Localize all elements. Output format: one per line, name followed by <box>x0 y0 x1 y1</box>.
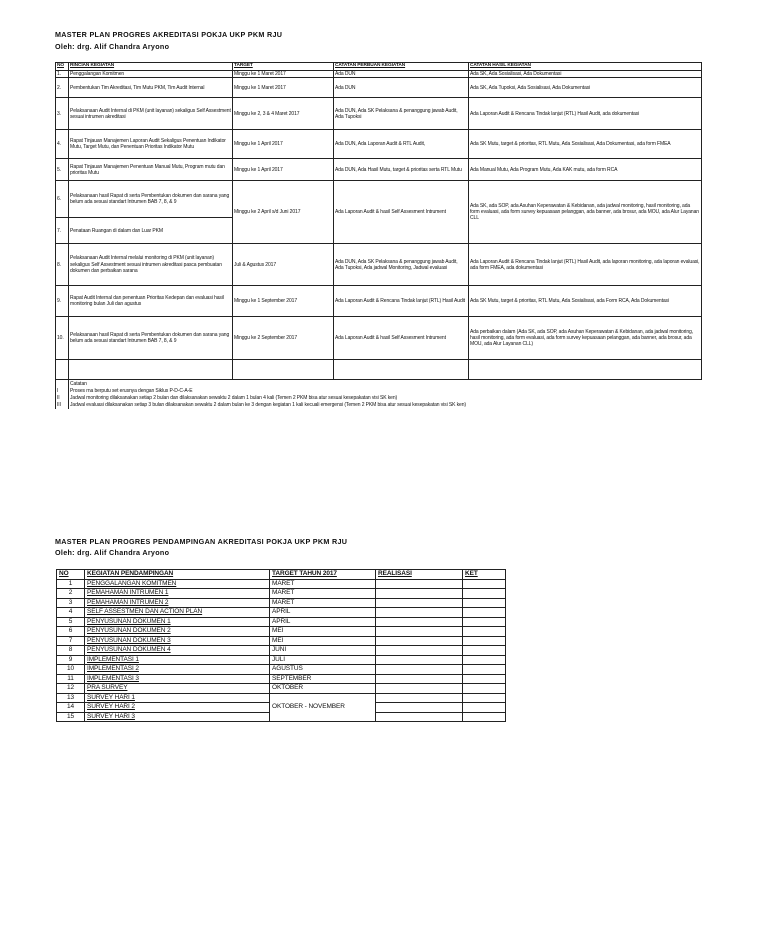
row-kegiatan: SURVEY HARI 2 <box>85 703 270 713</box>
row-kegiatan: IMPLEMENTASI 3 <box>85 674 270 684</box>
table-row <box>56 98 702 130</box>
row-no: 15 <box>57 712 85 722</box>
row-hasil: Ada SK, Ada Tupoksi, Ada Sosialisasi, Ada Dokumentasi <box>469 78 702 98</box>
progress-table <box>55 62 702 409</box>
table-row <box>57 579 506 589</box>
table-row <box>56 286 702 317</box>
row-kegiatan: PENYUSUNAN DOKUMEN 2 <box>85 627 270 637</box>
row-target: Minggu ke 1 April 2017 <box>233 159 334 181</box>
doc1-title: MASTER PLAN PROGRES AKREDITASI POKJA UKP PKM RJU <box>55 30 283 39</box>
row-no: 7 <box>57 636 85 646</box>
table-row <box>56 244 702 286</box>
row-kegiatan: Penataan Ruangan di dalam dan Luar PKM <box>69 218 233 244</box>
row-catatan: Ada DUN, Ada SK Pelaksana & penanggung jawab Audit, Ada Tupoksi <box>334 98 469 130</box>
table-row <box>56 71 702 78</box>
row-target: MEI <box>270 636 376 646</box>
row-no: 8 <box>57 646 85 656</box>
table-row <box>57 617 506 627</box>
table-header-row <box>56 63 702 71</box>
note-text: Proses rna berputu set erusnya dengan Siklus P-D-C-A-E <box>70 388 193 395</box>
row-no: 6 <box>57 627 85 637</box>
table-row <box>57 589 506 599</box>
header-target: TARGET TAHUN 2017 <box>270 570 376 580</box>
note-row <box>56 388 702 395</box>
header-no: NO <box>56 63 69 71</box>
row-kegiatan: IMPLEMENTASI 2 <box>85 665 270 675</box>
row-no: 14 <box>57 703 85 713</box>
row-kegiatan: PENYUSUNAN DOKUMEN 1 <box>85 617 270 627</box>
row-no: 6. <box>56 181 69 218</box>
note-text: Jadwal evaluasi dilaksanakan setiap 3 bulan dilaksanakan sewaktu 2 dalam bulan ke 3 dengan kegiatan 1 kali kecuali emergensi (Temen 2 PKM bisa atur sesuai kesepakatan visi SK ken) <box>70 402 466 409</box>
row-ket <box>463 608 506 618</box>
row-no: 12 <box>57 684 85 694</box>
table-row <box>57 665 506 675</box>
row-target: OKTOBER <box>270 684 376 694</box>
row-ket <box>463 684 506 694</box>
row-ket <box>463 627 506 637</box>
row-hasil: Ada perbaikan dalam (Ada SK, ada SOP, ada Asuhan Keperawatan & Kebidanan, ada jadwal monitoring, hasil monitoring, ada form evaluasi, ada form survey kepuasaan pelanggan, ada banner, ada brosur, ada MOU, ada Alur Layanan CLL) <box>469 317 702 360</box>
row-no: 13 <box>57 693 85 703</box>
table-row <box>57 627 506 637</box>
row-ket <box>463 579 506 589</box>
row-ket <box>463 712 506 722</box>
row-ket <box>463 617 506 627</box>
row-kegiatan: Pelaksanaan hasil Rapat di serta Pembentukan dokumen dan sarana yang belum ada sesuai standart Intrumen BAB 7, 8, & 9 <box>69 317 233 360</box>
table-row <box>57 674 506 684</box>
row-realisasi <box>376 589 463 599</box>
table-row <box>57 608 506 618</box>
table-row <box>57 684 506 694</box>
row-no: 7. <box>56 218 69 244</box>
row-realisasi <box>376 693 463 703</box>
row-kegiatan: Pelaksanaan Audit Internal di PKM (unit layanan) sekaligus Self Assestment sesuai intrumen akreditasi <box>69 98 233 130</box>
row-target: JULI <box>270 655 376 665</box>
header-realisasi: REALISASI <box>376 570 463 580</box>
row-no: 2. <box>56 78 69 98</box>
header-catatan: CATATAN PERBUAN KEGIATAN <box>334 63 469 71</box>
row-target: Juli & Agustus 2017 <box>233 244 334 286</box>
row-kegiatan: Rapat Tinjauan Manajemen Laporan Audit Sekaligus Penentuan Indikator Mutu, Target Mutu, dan Penentuan Prioritas Indikator Mutu <box>69 130 233 159</box>
row-realisasi <box>376 617 463 627</box>
row-hasil: Ada Laporan Audit & Rencana Tindak lanjut (RTL) Hasil Audit, ada dokumentasi <box>469 98 702 130</box>
row-realisasi <box>376 579 463 589</box>
row-no: 4 <box>57 608 85 618</box>
table-row <box>56 181 702 218</box>
table-row <box>56 317 702 360</box>
row-no: 3 <box>57 598 85 608</box>
row-realisasi <box>376 636 463 646</box>
table-header-row <box>57 570 506 580</box>
row-kegiatan: Pelaksanaan hasil Rapat di serta Pembentukan dokumen dan sarana yang belum ada sesuai standart Intrumen BAB 7, 8, & 9 <box>69 181 233 218</box>
row-hasil: Ada Manual Mutu, Ada Program Mutu, Ada KAK mutu, ada form RCA <box>469 159 702 181</box>
row-realisasi <box>376 684 463 694</box>
row-hasil: Ada SK, ada SOP, ada Asuhan Keperawatan & Kebidanan, ada jadwal monitoring, hasil monitoring, ada form evaluasi, ada form survey kepuasaan pelanggan, ada banner, ada brosur, ada MOU, ada Alur Layanan CLL <box>469 181 702 244</box>
row-no: 11 <box>57 674 85 684</box>
header-kegiatan: RINCIAN KEGIATAN <box>69 63 233 71</box>
row-target: APRIL <box>270 608 376 618</box>
note-mark: III <box>56 402 69 409</box>
row-target: MARET <box>270 589 376 599</box>
row-kegiatan: Rapat Audit Internal dan penentuan Prioritas Kedepan dan evaluasi hasil monitoring bulan Juli dan agustus <box>69 286 233 317</box>
row-catatan: Ada DUN <box>334 71 469 78</box>
table-row <box>57 693 506 703</box>
table-row <box>57 655 506 665</box>
note-mark: II <box>56 395 69 402</box>
row-hasil: Ada SK Mutu, target & prioritas, RTL Mutu, Ada Sosialisasi, Ada Dokumentasi, ada form FMEA <box>469 130 702 159</box>
row-realisasi <box>376 674 463 684</box>
row-realisasi <box>376 655 463 665</box>
row-ket <box>463 598 506 608</box>
row-catatan: Ada DUN, Ada Laporan Audit & RTL Audit, <box>334 130 469 159</box>
note-mark: I <box>56 388 69 395</box>
row-kegiatan: SURVEY HARI 1 <box>85 693 270 703</box>
row-no: 10 <box>57 665 85 675</box>
row-target: Minggu ke 1 Maret 2017 <box>233 78 334 98</box>
row-ket <box>463 674 506 684</box>
row-realisasi <box>376 608 463 618</box>
row-realisasi <box>376 665 463 675</box>
header-target: TARGET <box>233 63 334 71</box>
table-row <box>56 130 702 159</box>
row-ket <box>463 636 506 646</box>
row-realisasi <box>376 598 463 608</box>
row-target: MARET <box>270 579 376 589</box>
empty-row <box>56 360 702 380</box>
row-hasil: Ada SK, Ada Sosialisasi, Ada Dokumentasi <box>469 71 702 78</box>
table-row <box>57 646 506 656</box>
row-catatan: Ada Laporan Audit & hasil Self Assesment Intrument <box>334 181 469 244</box>
row-target: Minggu ke 2 April s/d Juni 2017 <box>233 181 334 244</box>
row-ket <box>463 693 506 703</box>
pendampingan-table <box>56 569 506 722</box>
row-no: 8. <box>56 244 69 286</box>
doc2-title: MASTER PLAN PROGRES PENDAMPINGAN AKREDITASI POKJA UKP PKM RJU <box>55 537 348 546</box>
row-kegiatan: PRA SURVEY <box>85 684 270 694</box>
row-catatan: Ada DUN <box>334 78 469 98</box>
row-target: Minggu ke 1 September 2017 <box>233 286 334 317</box>
row-target: MARET <box>270 598 376 608</box>
row-ket <box>463 655 506 665</box>
header-hasil: CATATAN HASIL KEGIATAN <box>469 63 702 71</box>
row-kegiatan: Rapat Tinjauan Manajemen Penentuan Manual Mutu, Program mutu dan prioritas Mutu <box>69 159 233 181</box>
row-no: 9 <box>57 655 85 665</box>
row-hasil: Ada SK Mutu, target & prioritas, RTL Mutu, Ada Sosialisasi, ada Form RCA, Ada Dokumentasi <box>469 286 702 317</box>
row-kegiatan: Penggalangan Komitmen <box>69 71 233 78</box>
row-no: 1 <box>57 579 85 589</box>
row-hasil: Ada Laporan Audit & Rencana Tindak lanjut (RTL) Hasil Audit, ada laporan monitoring, ada laporan evaluasi, ada form FMEA, ada dokumentasi <box>469 244 702 286</box>
row-kegiatan: PEMAHAMAN INTRUMEN 1 <box>85 589 270 599</box>
row-ket <box>463 703 506 713</box>
row-no: 1. <box>56 71 69 78</box>
row-catatan: Ada Laporan Audit & Rencana Tindak lanjut (RTL) Hasil Audit <box>334 286 469 317</box>
row-kegiatan: Pelaksanaan Audit Internal melalui monitoring di PKM (unit layanan) sekaligus Self Assestment sesuai intrumen akreditasi pasca pembuatan dokumen dan perbaikan sarana <box>69 244 233 286</box>
row-ket <box>463 646 506 656</box>
row-target: JUNI <box>270 646 376 656</box>
row-target: Minggu ke 1 Maret 2017 <box>233 71 334 78</box>
note-text: Jadwal monitoring dilaksanakan setiap 2 bulan dan dilaksanakan sewaktu 2 dalam 1 bulan 4 kali (Temen 2 PKM bisa atur sesuai kesepakatan visi SK ken) <box>70 395 398 402</box>
row-no: 2 <box>57 589 85 599</box>
notes-label: Catatan <box>70 380 87 387</box>
row-no: 5 <box>57 617 85 627</box>
row-target: Minggu ke 2 September 2017 <box>233 317 334 360</box>
row-target: MEI <box>270 627 376 637</box>
row-kegiatan: PENYUSUNAN DOKUMEN 4 <box>85 646 270 656</box>
header-no: NO <box>57 570 85 580</box>
header-kegiatan: KEGIATAN PENDAMPINGAN <box>85 570 270 580</box>
row-ket <box>463 589 506 599</box>
row-no: 5. <box>56 159 69 181</box>
row-ket <box>463 665 506 675</box>
doc2-author: Oleh: drg. Alif Chandra Aryono <box>55 548 170 557</box>
table-row <box>57 598 506 608</box>
row-catatan: Ada DUN, Ada Hasil Mutu, target & prioritas serta RTL Mutu <box>334 159 469 181</box>
row-realisasi <box>376 712 463 722</box>
header-ket: KET <box>463 570 506 580</box>
table-row <box>56 159 702 181</box>
row-kegiatan: PENGGALANGAN KOMITMEN <box>85 579 270 589</box>
row-target: Minggu ke 2, 3 & 4 Maret 2017 <box>233 98 334 130</box>
row-catatan: Ada Laporan Audit & hasil Self Assesment Intrument <box>334 317 469 360</box>
row-kegiatan: IMPLEMENTASI 1 <box>85 655 270 665</box>
row-no: 10. <box>56 317 69 360</box>
row-realisasi <box>376 627 463 637</box>
row-target: OKTOBER - NOVEMBER <box>270 693 376 722</box>
row-kegiatan: SELF ASSESTMEN DAN ACTION PLAN <box>85 608 270 618</box>
row-kegiatan: PENYUSUNAN DOKUMEN 3 <box>85 636 270 646</box>
row-kegiatan: SURVEY HARI 3 <box>85 712 270 722</box>
row-target: AGUSTUS <box>270 665 376 675</box>
row-target: SEPTEMBER <box>270 674 376 684</box>
row-realisasi <box>376 646 463 656</box>
row-no: 4. <box>56 130 69 159</box>
row-kegiatan: Pembentukan Tim Akreditasi, Tim Mutu PKM, Tim Audit Internal <box>69 78 233 98</box>
row-realisasi <box>376 703 463 713</box>
notes-label-row <box>56 380 702 388</box>
table-row <box>57 636 506 646</box>
note-row <box>56 402 702 409</box>
row-target: Minggu ke 1 April 2017 <box>233 130 334 159</box>
row-target: APRIL <box>270 617 376 627</box>
doc1-author: Oleh: drg. Alif Chandra Aryono <box>55 42 170 51</box>
row-no: 9. <box>56 286 69 317</box>
table-row <box>56 78 702 98</box>
note-row <box>56 395 702 402</box>
row-catatan: Ada DUN, Ada SK Pelaksana & penanggung jawab Audit, Ada Tupoksi, Ada jadwal Monitoring, Jadwal evaluasi <box>334 244 469 286</box>
row-no: 3. <box>56 98 69 130</box>
row-kegiatan: PEMAHAMAN INTRUMEN 2 <box>85 598 270 608</box>
